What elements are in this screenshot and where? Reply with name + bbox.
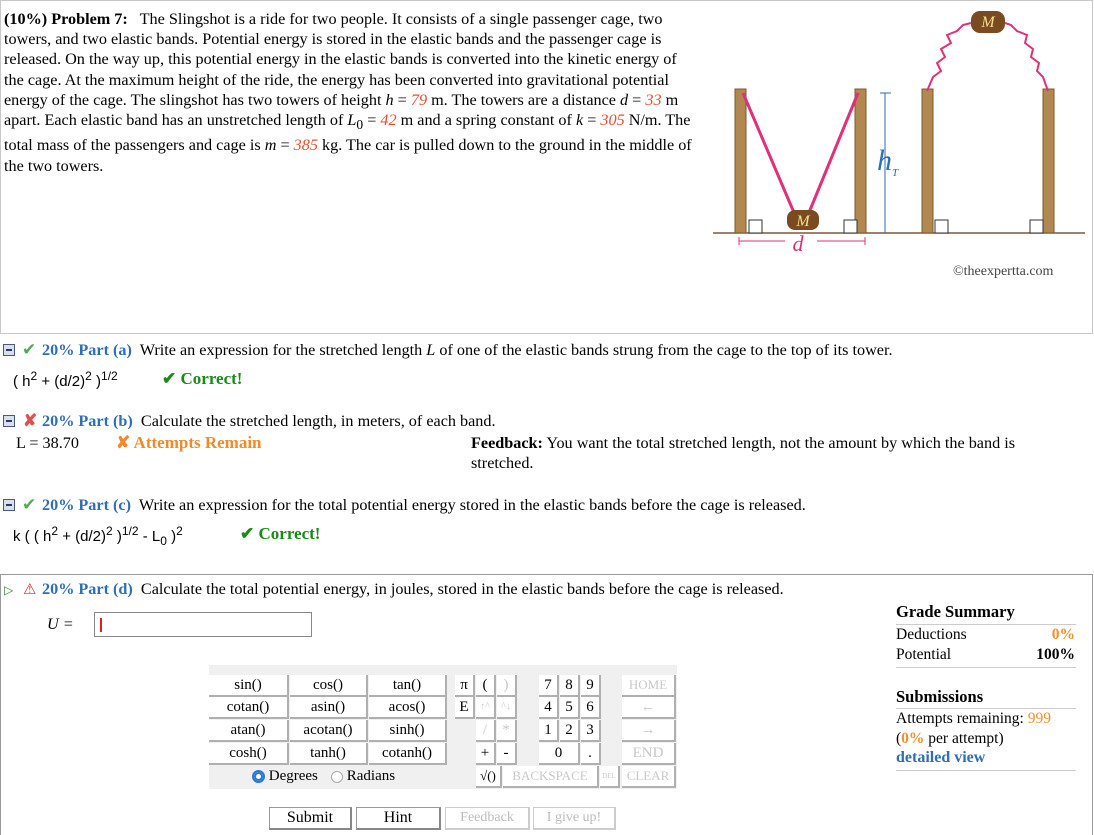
e-key[interactable]: E bbox=[455, 697, 475, 719]
per-attempt-value: 0% bbox=[901, 730, 925, 747]
six-key[interactable]: 6 bbox=[581, 697, 601, 719]
part-a-answer: ( $h^2 + (d/2)^2$ )$^{1/2}$ bbox=[13, 369, 118, 390]
sin-button[interactable]: sin() bbox=[209, 675, 289, 697]
problem-text-2: m. The towers are a distance bbox=[431, 90, 616, 109]
h-value: 79 bbox=[410, 90, 428, 109]
problem-statement: (10%) Problem 7: The Slingshot is a ride for two people. It consists of a single passenger cage, two towers, and two elastic bands. Potential energy is stored in the elastic bands and the passenger cage is released. On the way up, this potential energy in the elastic bands is converted into the kinetic energy of the cage. At the maximum height of the ride, the energy has been converted into gravitational potential energy of the cage. The slingshot has two towers of height h = 79 m. The towers are a distance d = 33 m apart. Each elastic band has an unstretched length of $L_0 = 42$ m and a spring constant of k = 305 N/m. The total mass of the passengers and cage is m = 385 kg. The car is pulled down to the ground in the middle of the two towers. bbox=[4, 10, 692, 175]
copyright: ©theexpertta.com bbox=[953, 264, 1054, 279]
per-attempt: (0% per attempt) bbox=[896, 730, 1004, 747]
cosh-button[interactable]: cosh() bbox=[209, 743, 289, 765]
radio-unselected-icon bbox=[331, 771, 343, 783]
base-box bbox=[935, 220, 948, 233]
cotan-button[interactable]: cotan() bbox=[209, 697, 289, 719]
deductions-value: 0% bbox=[1051, 626, 1075, 643]
L0-value: 42 bbox=[380, 111, 397, 130]
h-variable: h bbox=[385, 90, 394, 109]
decimal-key[interactable]: . bbox=[581, 743, 601, 765]
tanh-button[interactable]: tanh() bbox=[290, 743, 368, 765]
part-d-title: 20% Part (d) bbox=[42, 580, 133, 598]
give-up-button[interactable]: I give up! bbox=[533, 807, 616, 830]
collapse-icon[interactable] bbox=[3, 499, 15, 511]
problem-text-5: N/m. The total mass of the passengers and cage is bbox=[4, 111, 691, 155]
grade-divider bbox=[896, 624, 1076, 625]
plus-key[interactable]: + bbox=[476, 743, 496, 765]
slingshot-diagram bbox=[705, 5, 1090, 260]
one-key[interactable]: 1 bbox=[539, 720, 559, 742]
zero-key[interactable]: 0 bbox=[539, 743, 580, 765]
problem-text-4: m and a spring constant of bbox=[400, 111, 572, 130]
expand-arrow-icon[interactable]: ▷ bbox=[4, 583, 14, 597]
problem-header: (10%) Problem 7: bbox=[4, 10, 128, 28]
part-b-header: 20% Part (b) Calculate the stretched length, in meters, of each band. bbox=[42, 412, 496, 430]
asin-button[interactable]: asin() bbox=[290, 697, 368, 719]
potential-label: Potential bbox=[896, 646, 952, 663]
radians-radio[interactable]: Radians bbox=[331, 768, 395, 785]
grade-divider bbox=[896, 667, 1076, 668]
part-a-header: 20% Part (a) Write an expression for the stretched length L of one of the elastic bands strung from the cage to the top of its tower. bbox=[42, 341, 893, 359]
collapse-icon[interactable] bbox=[3, 415, 15, 427]
acos-button[interactable]: acos() bbox=[369, 697, 447, 719]
sinh-button[interactable]: sinh() bbox=[369, 720, 447, 742]
attempts-remaining: Attempts remaining: 999 bbox=[896, 710, 1051, 727]
caret-key[interactable]: ^↓ bbox=[497, 697, 517, 719]
multiply-key[interactable]: * bbox=[497, 720, 517, 742]
part-d-input-label: U = bbox=[47, 615, 74, 633]
part-c-answer: k ( ( $h^2 + (d/2)^2$ )$^{1/2} - L_0$ )$^2$ bbox=[13, 524, 183, 548]
cos-button[interactable]: cos() bbox=[290, 675, 368, 697]
mass-label: M bbox=[796, 213, 810, 230]
feedback-button[interactable]: Feedback bbox=[445, 807, 530, 830]
k-value: 305 bbox=[600, 111, 625, 130]
eight-key[interactable]: 8 bbox=[560, 675, 580, 697]
potential-value: 100% bbox=[1036, 646, 1075, 663]
detailed-view-link[interactable]: detailed view bbox=[896, 749, 986, 766]
h-label: $h_T$ bbox=[877, 144, 899, 179]
right-arrow-key[interactable]: → bbox=[622, 720, 676, 742]
rparen-key[interactable]: ) bbox=[497, 675, 517, 697]
d-variable: d bbox=[620, 90, 629, 109]
sqrt-key[interactable]: √() bbox=[476, 766, 502, 788]
base-box bbox=[1030, 220, 1043, 233]
acotan-button[interactable]: acotan() bbox=[290, 720, 368, 742]
check-icon: ✔ bbox=[22, 340, 37, 359]
four-key[interactable]: 4 bbox=[539, 697, 559, 719]
part-c-header: 20% Part (c) Write an expression for the total potential energy stored in the elastic bands before the cage is released. bbox=[42, 496, 806, 514]
problem-text-1: The Slingshot is a ride for two people. It consists of a single passenger cage, two towers, and two elastic bands. Potential energy is stored in the elastic bands and the passenger cage is released. On the way up, this potential energy in the elastic bands is converted into the kinetic energy of the cage. At the maximum height of the ride, the energy has been converted into gravitational potential energy of the cage. The slingshot has two towers of height bbox=[4, 10, 677, 109]
lparen-key[interactable]: ( bbox=[476, 675, 496, 697]
seven-key[interactable]: 7 bbox=[539, 675, 559, 697]
five-key[interactable]: 5 bbox=[560, 697, 580, 719]
squiggly-band-right bbox=[1005, 23, 1048, 91]
m-variable: m bbox=[264, 136, 277, 155]
squiggly-band-left bbox=[927, 23, 971, 91]
submissions-title: Submissions bbox=[896, 687, 984, 706]
part-b-title: 20% Part (b) bbox=[42, 412, 133, 430]
x-icon: ✘ bbox=[23, 411, 38, 430]
submit-button[interactable]: Submit bbox=[269, 807, 352, 830]
tower-right-1 bbox=[855, 89, 866, 233]
check-icon: ✔ bbox=[22, 495, 37, 514]
base-box bbox=[844, 220, 857, 233]
d-value: 33 bbox=[645, 90, 662, 109]
L0-variable: $L_0$ bbox=[347, 111, 364, 133]
end-key[interactable]: END bbox=[622, 743, 676, 765]
elastic-band-left bbox=[743, 93, 795, 215]
minus-key[interactable]: - bbox=[497, 743, 517, 765]
tower-left-2 bbox=[922, 89, 933, 233]
part-b-answer: L = 38.70 bbox=[16, 434, 79, 452]
m-value: 385 bbox=[293, 136, 318, 155]
home-key[interactable]: HOME bbox=[622, 675, 676, 697]
problem-text-3: m apart. Each elastic band has an unstretched length of bbox=[4, 90, 679, 130]
radio-selected-icon bbox=[252, 770, 265, 783]
deductions-label: Deductions bbox=[896, 626, 967, 643]
grade-divider bbox=[896, 708, 1076, 709]
part-b-feedback: Feedback: You want the total stretched length, not the amount by which the band is stretched. bbox=[471, 434, 1016, 473]
cotanh-button[interactable]: cotanh() bbox=[369, 743, 447, 765]
three-key[interactable]: 3 bbox=[581, 720, 601, 742]
part-a-title: 20% Part (a) bbox=[42, 341, 132, 359]
degrees-radio[interactable]: Degrees bbox=[252, 768, 318, 785]
tan-button[interactable]: tan() bbox=[369, 675, 447, 697]
nine-key[interactable]: 9 bbox=[581, 675, 601, 697]
up-key[interactable]: ↑^ bbox=[476, 697, 496, 719]
grade-divider bbox=[896, 770, 1076, 771]
part-b-status: ✘ Attempts Remain bbox=[116, 433, 262, 452]
warning-icon: ⚠ bbox=[23, 582, 37, 598]
backspace-key[interactable]: BACKSPACE bbox=[503, 766, 599, 788]
left-arrow-key[interactable]: ← bbox=[622, 697, 676, 719]
mass-label-top: M bbox=[981, 14, 995, 31]
part-c-title: 20% Part (c) bbox=[42, 496, 131, 514]
delete-key[interactable]: DEL bbox=[600, 766, 620, 788]
collapse-icon[interactable] bbox=[3, 344, 15, 356]
base-box bbox=[749, 220, 762, 233]
tower-left-1 bbox=[735, 89, 746, 233]
hint-button[interactable]: Hint bbox=[356, 807, 441, 830]
problem-text-6: kg. The car is pulled down to the ground in the middle of the two towers. bbox=[4, 136, 692, 175]
grade-summary-title: Grade Summary bbox=[896, 602, 1015, 621]
d-label: d bbox=[792, 231, 804, 256]
answer-input[interactable] bbox=[94, 612, 312, 637]
divide-key[interactable]: / bbox=[476, 720, 496, 742]
part-d-header: 20% Part (d) Calculate the total potential energy, in joules, stored in the elastic bands before the cage is released. bbox=[42, 580, 784, 598]
k-variable: k bbox=[575, 111, 584, 130]
pi-key[interactable]: π bbox=[455, 675, 475, 697]
part-c-status: ✔ Correct! bbox=[240, 524, 321, 543]
two-key[interactable]: 2 bbox=[560, 720, 580, 742]
atan-button[interactable]: atan() bbox=[209, 720, 289, 742]
tower-right-2 bbox=[1043, 89, 1054, 233]
attempts-value: 999 bbox=[1027, 710, 1051, 727]
part-a-status: ✔ Correct! bbox=[162, 369, 243, 388]
text-cursor bbox=[100, 618, 102, 632]
elastic-band-right bbox=[808, 93, 858, 215]
clear-key[interactable]: CLEAR bbox=[622, 766, 676, 788]
